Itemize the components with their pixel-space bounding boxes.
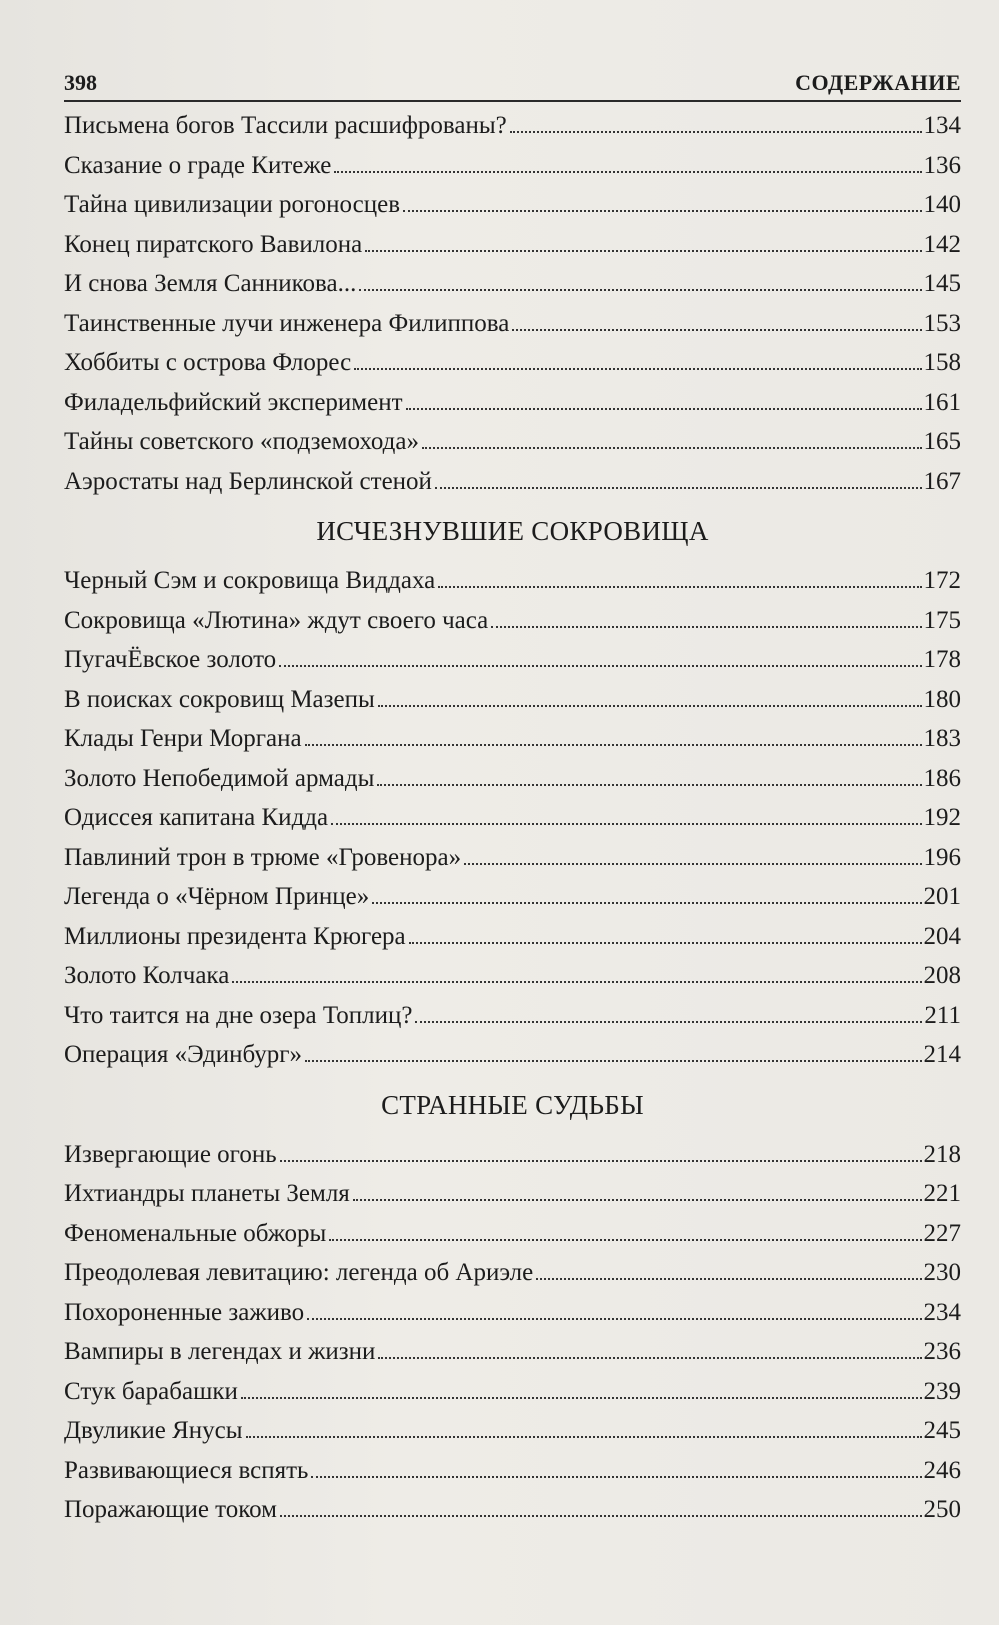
entry-title: Легенда о «Чёрном Принце» <box>64 883 370 910</box>
entry-title: Филадельфийский эксперимент <box>64 388 403 416</box>
toc-entry <box>64 462 961 502</box>
toc-entry <box>64 1174 961 1214</box>
entry-page-number: 145 <box>923 270 961 297</box>
entry-title: Поражающие током <box>64 1496 277 1523</box>
toc-entry <box>64 1214 961 1254</box>
entry-title: Ихтиандры планеты Земля <box>64 1180 350 1207</box>
entry-page-number: 246 <box>923 1456 961 1484</box>
entry-title: Сказание о граде Китеже <box>64 151 332 179</box>
dot-leader <box>438 586 921 588</box>
entry-page-number: 208 <box>923 962 961 989</box>
dot-leader <box>331 823 921 825</box>
entry-title: В поисках сокровищ Мазепы <box>64 685 375 713</box>
entry-title: Тайна цивилизации рогоносцев <box>64 191 401 218</box>
toc-entry <box>64 1372 961 1412</box>
entry-page-number: 250 <box>923 1496 961 1523</box>
entry-page-number: 136 <box>923 151 961 179</box>
toc-entry <box>64 1293 961 1333</box>
entry-page-number: 183 <box>923 725 961 752</box>
entry-page-number: 239 <box>923 1377 961 1405</box>
entry-page-number: 204 <box>923 922 961 950</box>
toc-entry <box>64 1035 961 1075</box>
dot-leader <box>415 1021 922 1023</box>
entry-page-number: 161 <box>923 388 961 416</box>
running-head-title: СОДЕРЖАНИЕ <box>795 70 961 95</box>
toc-entry <box>64 640 961 680</box>
dot-leader <box>354 368 921 370</box>
dot-leader <box>378 1357 921 1359</box>
dot-leader <box>359 289 921 291</box>
entry-title: Преодолевая левитацию: легенда об Ариэле <box>64 1259 534 1286</box>
toc-entry <box>64 719 961 759</box>
dot-leader <box>512 329 921 331</box>
dot-leader <box>334 171 921 173</box>
entry-title: Похороненные заживо <box>64 1298 305 1326</box>
dot-leader <box>311 1476 921 1478</box>
dot-leader <box>232 981 921 983</box>
entry-title: Что таится на дне озера Топлиц? <box>64 1001 413 1029</box>
entry-title: Миллионы президента Крюгера <box>64 922 406 950</box>
entry-page-number: 142 <box>923 230 961 258</box>
entry-title: Конец пиратского Вавилона <box>64 230 363 258</box>
toc-entry <box>64 1135 961 1175</box>
dot-leader <box>422 447 922 449</box>
table-of-contents <box>64 106 961 1530</box>
entry-title: Тайны советского «подземохода» <box>64 428 419 455</box>
dot-leader <box>372 902 921 904</box>
toc-entry <box>64 996 961 1036</box>
entry-page-number: 167 <box>923 467 961 495</box>
entry-title: Письмена богов Тассили расшифрованы? <box>64 112 507 139</box>
entry-page-number: 214 <box>923 1041 961 1068</box>
toc-entry <box>64 225 961 265</box>
entry-page-number: 201 <box>923 883 961 910</box>
entry-title: Одиссея капитана Кидда <box>64 804 329 831</box>
toc-entry <box>64 838 961 878</box>
toc-entry <box>64 146 961 186</box>
dot-leader <box>403 210 921 212</box>
entry-page-number: 134 <box>923 112 961 139</box>
dot-leader <box>279 665 921 667</box>
section-heading: ИСЧЕЗНУВШИЕ СОКРОВИЩА <box>316 516 709 546</box>
toc-entry <box>64 601 961 641</box>
toc-entry <box>64 304 961 344</box>
entry-page-number: 221 <box>923 1180 961 1207</box>
dot-leader <box>305 1060 921 1062</box>
toc-entry <box>64 383 961 423</box>
toc-entry <box>64 917 961 957</box>
dot-leader <box>280 1160 922 1162</box>
dot-leader <box>378 705 922 707</box>
entry-page-number: 186 <box>923 764 961 792</box>
toc-entry <box>64 422 961 462</box>
entry-page-number: 153 <box>923 309 961 337</box>
entry-title: Вампиры в легендах и жизни <box>64 1338 376 1365</box>
entry-title: Черный Сэм и сокровища Виддаха <box>64 567 436 594</box>
entry-page-number: 192 <box>923 804 961 831</box>
toc-entry <box>64 561 961 601</box>
toc-entry <box>64 1490 961 1530</box>
dot-leader <box>329 1239 921 1241</box>
entry-title: Клады Генри Моргана <box>64 725 302 752</box>
entry-page-number: 236 <box>923 1338 961 1365</box>
section-heading: СТРАННЫЕ СУДЬБЫ <box>381 1089 644 1120</box>
dot-leader <box>305 744 922 746</box>
entry-title: Аэростаты над Берлинской стеной <box>64 467 432 495</box>
dot-leader <box>406 408 922 410</box>
entry-title: Извергающие огонь <box>64 1140 277 1168</box>
toc-entry <box>64 185 961 225</box>
entry-title: Развивающиеся вспять <box>64 1456 309 1484</box>
dot-leader <box>280 1515 922 1517</box>
entry-page-number: 196 <box>923 843 961 871</box>
entry-page-number: 180 <box>923 685 961 713</box>
entry-title: И снова Земля Санникова... <box>64 270 357 297</box>
entry-page-number: 234 <box>923 1298 961 1326</box>
entry-page-number: 211 <box>924 1001 961 1029</box>
entry-page-number: 230 <box>923 1259 961 1286</box>
entry-page-number: 175 <box>923 606 961 634</box>
entry-page-number: 140 <box>923 191 961 218</box>
entry-title: ПугачЁвское золото <box>64 646 277 673</box>
dot-leader <box>536 1278 921 1280</box>
entry-title: Павлиний трон в трюме «Гровенора» <box>64 843 462 871</box>
dot-leader <box>491 626 921 628</box>
dot-leader <box>377 784 921 786</box>
dot-leader <box>510 131 922 133</box>
page-number: 398 <box>64 70 97 95</box>
entry-page-number: 172 <box>923 567 961 594</box>
toc-entry <box>64 1451 961 1491</box>
entry-page-number: 218 <box>923 1140 961 1168</box>
entry-title: Золото Колчака <box>64 962 230 989</box>
dot-leader <box>365 250 921 252</box>
dot-leader <box>241 1397 922 1399</box>
toc-entry <box>64 106 961 146</box>
entry-title: Двуликие Янусы <box>64 1417 243 1444</box>
entry-title: Таинственные лучи инженера Филиппова <box>64 309 510 337</box>
toc-entry <box>64 1411 961 1451</box>
dot-leader <box>353 1199 922 1201</box>
dot-leader <box>246 1436 922 1438</box>
dot-leader <box>307 1318 921 1320</box>
toc-entry <box>64 1332 961 1372</box>
entry-title: Золото Непобедимой армады <box>64 764 375 792</box>
toc-entry <box>64 264 961 304</box>
dot-leader <box>435 487 922 489</box>
entry-page-number: 227 <box>923 1219 961 1247</box>
entry-title: Хоббиты с острова Флорес <box>64 349 352 376</box>
dot-leader <box>409 942 922 944</box>
toc-entry <box>64 956 961 996</box>
entry-page-number: 178 <box>923 646 961 673</box>
entry-title: Феноменальные обжоры <box>64 1219 327 1247</box>
entry-page-number: 165 <box>923 428 961 455</box>
toc-entry <box>64 343 961 383</box>
toc-entry <box>64 680 961 720</box>
entry-page-number: 158 <box>923 349 961 376</box>
entry-title: Операция «Эдинбург» <box>64 1041 303 1068</box>
toc-entry <box>64 798 961 838</box>
toc-entry <box>64 877 961 917</box>
running-head <box>64 66 961 102</box>
dot-leader <box>464 863 921 865</box>
toc-entry <box>64 759 961 799</box>
entry-title: Стук барабашки <box>64 1377 238 1405</box>
entry-title: Сокровища «Лютина» ждут своего часа <box>64 606 489 634</box>
entry-page-number: 245 <box>923 1417 961 1444</box>
toc-entry <box>64 1253 961 1293</box>
